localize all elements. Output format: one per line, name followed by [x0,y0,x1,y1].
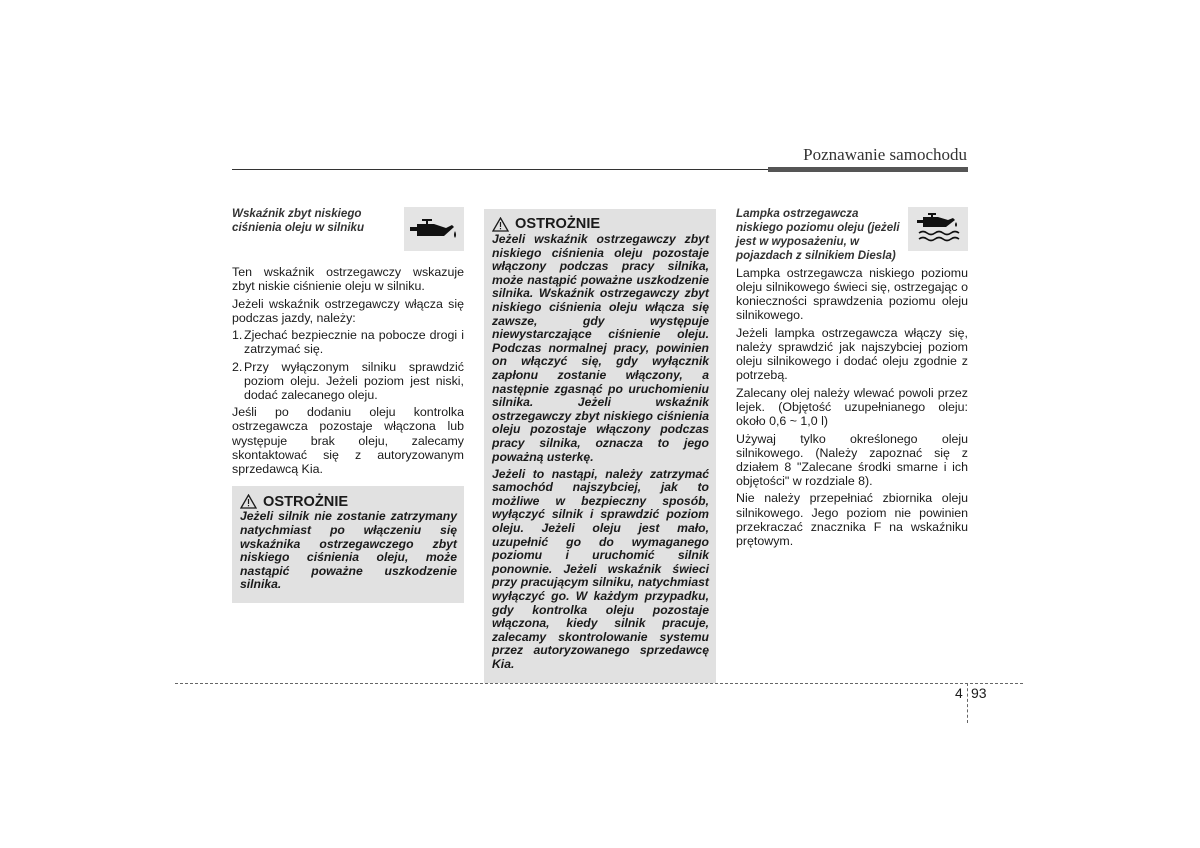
caution-title: OSTROŻNIE [263,493,349,510]
paragraph: Jeśli po dodaniu oleju kontrolka ostrzegawcza pozostaje włączona lub występuje brak oleju, zalecamy skontaktować się z autoryzowanym sprzedawcą Kia. [232,405,464,476]
caution-text: Jeżeli wskaźnik ostrzegawczy zbyt niskiego ciśnienia oleju pozostaje włączony podczas pracy silnika, może nastąpić poważne uszkodzenie silnika. Wskaźnik ostrzegawczy zbyt niskiego ciśnienia oleju włącza się zawsze, gdy występuje niewystarczające ciśnienie oleju. Podczas normalnej pracy, powinien on włączyć się, gdy wyłącznik zapłonu zostanie włączony, a następnie zgasnąć po uruchomieniu silnika. Jeżeli wskaźnik ostrzegawczy zbyt niskiego ciśnienia oleju pozostaje włączony podczas pracy silnika, oznacza to jego poważną usterkę. [492,232,709,464]
caution-header [492,217,709,232]
section-header-oil-pressure [232,207,464,251]
footer-divider [967,683,968,723]
paragraph: Jeżeli lampka ostrzegawcza włączy się, należy sprawdzić jak najszybciej poziom oleju silnikowego i dodać oleju zgodnie z potrzebą. [736,325,968,383]
list-number: 2. [232,359,243,374]
list-number: 1. [232,328,243,343]
caution-text: Jeżeli silnik nie zostanie zatrzymany natychmiast po włączeniu się wskaźnika ostrzegawczego zbyt niskiego ciśnienia oleju, może nastąpić poważne uszkodzenie silnika. [240,509,457,592]
section-header-oil-level [736,207,968,263]
paragraph: Używaj tylko określonego oleju silnikowego. (Należy zapoznać się z działem 8 "Zalecane środki smarne i ich objętości" w rozdziale 8). [736,431,968,488]
list-item-text: Przy wyłączonym silniku sprawdzić poziom oleju. Jeżeli poziom jest niski, dodać zalecanego oleju. [244,359,464,402]
warning-triangle-icon [240,494,257,509]
column-right [736,207,968,551]
list-item-text: Zjechać bezpiecznie na pobocze drogi i zatrzymać się. [244,328,464,357]
caution-box [232,486,464,603]
caution-box [484,209,716,683]
caution-title: OSTROŻNIE [515,216,601,233]
paragraph: Ten wskaźnik ostrzegawczy wskazuje zbyt niskie ciśnienie oleju w silniku. [232,265,464,294]
low-oil-level-warning-icon [908,207,968,251]
oil-pressure-warning-icon [404,207,464,251]
page-header-title: Poznawanie samochodu [803,145,967,164]
caution-text: Jeżeli to nastąpi, należy zatrzymać samochód najszybciej, jak to możliwe w bezpieczny sposób, wyłączyć silnik i sprawdzić poziom oleju. Jeżeli oleju jest mało, uzupełnić go do wymaganego poziomu i uruchomić silnik ponownie. Jeżeli wskaźnik świeci przy pracującym silniku, natychmiast wyłączyć go. W każdym przypadku, gdy kontrolka oleju pozostaje włączona, kiedy silnik pracuje, zalecamy skontrolowanie systemu przez autoryzowanego sprzedawcę Kia. [492,466,709,671]
section-title: Wskaźnik zbyt niskiego ciśnienia oleju w silniku [232,207,365,234]
steps-list [232,328,464,401]
column-left [232,207,464,603]
section-title: Lampka ostrzegawcza niskiego poziomu oleju (jeżeli jest w wyposażeniu, w pojazdach z silnikiem Diesla) [736,207,900,262]
caution-header [240,494,457,509]
paragraph: Zalecany olej należy wlewać powoli przez lejek. (Objętość uzupełnianego oleju: około 0,6 ~ 1,0 l) [736,385,968,428]
list-item [232,328,464,356]
chapter-number: 4 [955,685,963,701]
header-rule-accent [768,167,968,172]
footer-rule [175,683,1023,684]
list-item [232,360,464,402]
column-middle [484,209,716,683]
warning-triangle-icon [492,217,509,232]
page-number: 93 [971,685,987,701]
paragraph: Lampka ostrzegawcza niskiego poziomu oleju silnikowego świeci się, ostrzegając o konieczności sprawdzenia poziomu oleju silnikowego. [736,266,968,323]
paragraph: Jeżeli wskaźnik ostrzegawczy włącza się podczas jazdy, należy: [232,296,464,325]
paragraph: Nie należy przepełniać zbiornika oleju silnikowego. Jego poziom nie powinien przekraczać znacznika F na wskaźniku prętowym. [736,491,968,548]
